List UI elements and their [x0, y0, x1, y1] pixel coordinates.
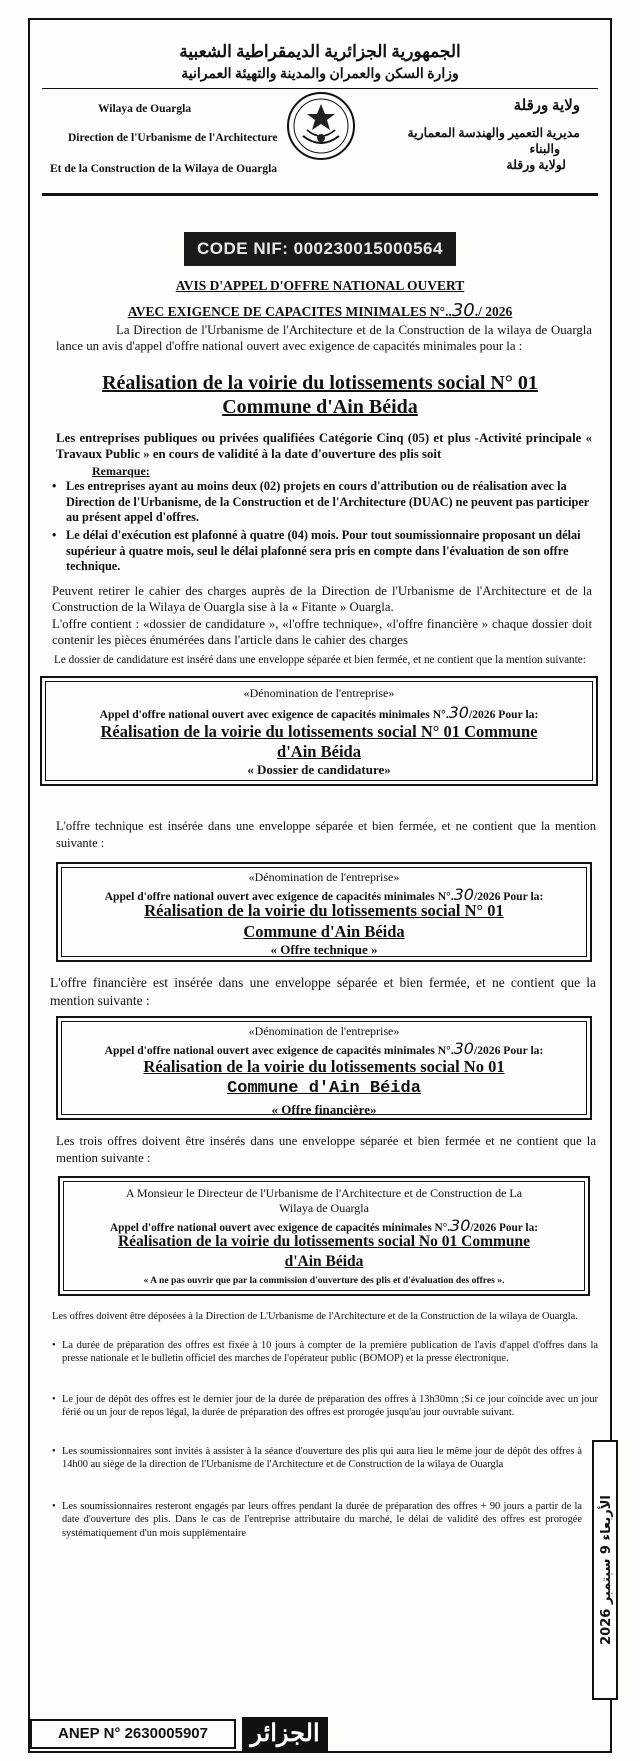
- condition-item-4: [52, 1500, 582, 1540]
- condition-item-3: [52, 1445, 582, 1472]
- remarque-text-2: Le délai d'exécution est plafonné à quatre (04) mois. Pour tout soumissionnaire proposant un délai supérieur à quatre mois, seul le délai plafonné sera pris en compte dans l'évaluation de son offre technique.: [66, 528, 581, 573]
- box4-warning: « A ne pas ouvrir que par la commission d'ouverture des plis et d'évaluation des offres ».: [143, 1275, 505, 1286]
- box3-project2: Commune d'Ain Béida: [227, 1079, 421, 1098]
- header-construction-fr: Et de la Construction de la Wilaya de Ouargla: [50, 163, 278, 175]
- header-direction-ar: مديرية التعمير والهندسة المعمارية: [407, 126, 580, 140]
- box3-denomination: «Dénomination de l'entreprise»: [248, 1024, 400, 1038]
- project-title-line1: Réalisation de la voirie du lotissements social N° 01: [102, 372, 538, 394]
- box2-project1: Réalisation de la voirie du lotissements social N° 01: [144, 901, 504, 920]
- box4-project1: Réalisation de la voirie du lotissements social No 01 Commune: [117, 1233, 531, 1250]
- emblem-icon: [285, 90, 357, 162]
- bullet-icon: •: [52, 528, 57, 542]
- header-wilaya-fr: Wilaya de Ouargla: [98, 103, 192, 115]
- remarque-item-1: [52, 479, 592, 526]
- box1-number: 30: [448, 703, 469, 722]
- trois-offres-intro: Les trois offres doivent être insérés dans une enveloppe séparée et bien fermée et ne contient que la mention suivante :: [56, 1134, 596, 1165]
- box3-project1: Réalisation de la voirie du lotissements social No 01: [143, 1057, 505, 1076]
- box2-appel-text: Appel d'offre national ouvert avec exigence de capacités minimales N°.: [104, 890, 454, 903]
- dossier-intro: Le dossier de candidature est inséré dans une enveloppe séparée et bien fermée, et ne contient que la mention suivante:: [54, 654, 586, 666]
- avis-subtitle-suffix: ./ 2026: [474, 304, 513, 319]
- box3-label: « Offre financière»: [271, 1102, 377, 1117]
- box2-denomination: «Dénomination de l'entreprise»: [248, 870, 400, 884]
- box1-appel-suffix: /2026 Pour la:: [468, 708, 539, 721]
- technique-intro: L'offre technique est insérée dans une enveloppe séparée et bien fermée, et ne contient que la mention suivante :: [56, 819, 596, 850]
- header-divider: [42, 193, 598, 196]
- box-adresse-directeur: [58, 1176, 590, 1296]
- header-construction2-ar: لولاية ورقلة: [506, 158, 566, 172]
- box1-project1: Réalisation de la voirie du lotissements social N° 01 Commune: [100, 722, 538, 741]
- box2-number: 30: [453, 885, 474, 904]
- header-wilaya-ar: ولاية ورقلة: [513, 98, 580, 114]
- box4-address2: Wilaya de Ouargla: [279, 1201, 369, 1215]
- depot-paragraph: Les offres doivent être déposées à la Direction de L'Urbanisme de l'Architecture et de la Construction de la wilaya de Ouargla.: [52, 1311, 578, 1322]
- box4-number: 30: [450, 1216, 471, 1235]
- bullet-icon: •: [52, 479, 57, 493]
- box3-appel-suffix: /2026 Pour la:: [473, 1044, 544, 1057]
- bullet-icon: •: [52, 1394, 56, 1405]
- header-rule: [42, 88, 598, 89]
- bullet-icon: •: [52, 1501, 56, 1512]
- bullet-icon: •: [52, 1340, 56, 1351]
- box3-appel: [58, 1039, 590, 1058]
- contenu-paragraph: L'offre contient : «dossier de candidature », «l'offre technique», «l'offre financière » chaque dossier doit contenir les pièces énumérées dans l'article dans le cahier des charges: [52, 617, 592, 647]
- avis-subtitle: [40, 300, 600, 321]
- header-direction-fr: Direction de l'Urbanisme de l'Architecture: [68, 132, 278, 144]
- box3-number: 30: [453, 1039, 474, 1058]
- condition-text-2: Le jour de dépôt des offres est le dernier jour de la durée de préparation des offres à 13h30mn ;Si ce jour coïncide avec un jour férié ou un jour de repos légal, la durée de préparation des offres est prorogée jusqu'au jour ouvrable suivant.: [62, 1394, 598, 1419]
- box3-appel-text: Appel d'offre national ouvert avec exigence de capacités minimales N°.: [104, 1044, 454, 1057]
- newspaper-logo: الجزائر: [242, 1717, 328, 1751]
- box2-appel-suffix: /2026 Pour la:: [473, 890, 544, 903]
- avis-subtitle-prefix: AVEC EXIGENCE DE CAPACITES MINIMALES N°..: [127, 304, 452, 319]
- anep-number: ANEP N° 2630005907: [30, 1719, 236, 1749]
- financiere-intro: L'offre financière est insérée dans une enveloppe séparée et bien fermée, et ne contient que la mention suivante :: [50, 975, 596, 1008]
- header-ministry-ar: وزارة السكن والعمران والمدينة والتهيئة العمرانية: [181, 67, 459, 82]
- intro-paragraph: La Direction de l'Urbanisme de l'Architecture et de la Construction de la wilaya de Ouargla lance un avis d'appel d'offre national ouvert avec exigence de capacités minimales pour la :: [56, 323, 592, 353]
- box2-label: « Offre technique »: [270, 942, 378, 957]
- box4-appel-suffix: /2026 Pour la:: [470, 1222, 538, 1234]
- remarque-item-2: [52, 528, 592, 575]
- bullet-icon: •: [52, 1446, 56, 1457]
- code-nif-banner: CODE NIF: 000230015000564: [184, 232, 456, 266]
- box1-project2: d'Ain Béida: [277, 742, 361, 761]
- box2-project2: Commune d'Ain Béida: [243, 922, 405, 941]
- condition-item-2: [52, 1393, 598, 1420]
- condition-text-1: La durée de préparation des offres est fixée à 10 jours à compter de la première publication de l'avis d'appel d'offres dans la presse nationale et le bulletin officiel des marches de l'opérateur public (BOMOP) et la presse électronique.: [62, 1340, 598, 1365]
- avis-title: AVIS D'APPEL D'OFFRE NATIONAL OUVERT: [175, 278, 465, 293]
- box4-project2: d'Ain Béida: [284, 1253, 364, 1270]
- remarque-text-1: Les entreprises ayant au moins deux (02) projets en cours d'attribution ou de réalisation avec la Direction de l'Urbanisme, de la Construction et de l'Architecture (DUAC) ne peuvent pas participer au présent appel d'offres.: [66, 479, 590, 524]
- cahier-paragraph: Peuvent retirer le cahier des charges auprès de la Direction de l'Urbanisme de l'Architecture et de la Construction de la Wilaya de Ouargla sise à la « Fitante » Ouargla.: [52, 584, 592, 614]
- box1-denomination: «Dénomination de l'entreprise»: [243, 686, 395, 700]
- condition-text-3: Les soumissionnaires sont invités à assister à la séance d'ouverture des plis qui aura lieu le même jour de dépôt des offres à 14h00 au siège de la direction de l'Urbanisme de l'Architecture et de Construction de la wilaya de Ouargla: [62, 1446, 582, 1471]
- header-construction-ar: والبناء: [529, 142, 560, 156]
- publication-date: الأربعاء 9 سبتمبر 2026: [592, 1440, 618, 1700]
- box-offre-technique: [56, 862, 592, 962]
- project-title-line2: Commune d'Ain Béida: [222, 396, 418, 418]
- header-republic-ar: الجمهورية الجزائرية الديمقراطية الشعبية: [179, 42, 461, 61]
- avis-number: 30: [451, 300, 475, 321]
- box4-address1: A Monsieur le Directeur de l'Urbanisme de l'Architecture et de Construction de La: [125, 1186, 523, 1200]
- remarque-label: Remarque:: [92, 464, 150, 478]
- box-dossier-candidature: [40, 676, 598, 786]
- box-offre-financiere: [56, 1016, 592, 1120]
- condition-item-1: [52, 1339, 598, 1366]
- eligibility-paragraph: Les entreprises publiques ou privées qualifiées Catégorie Cinq (05) et plus -Activité principale « Travaux Public » en cours de validité à la date d'ouverture des plis soit: [56, 431, 592, 461]
- condition-text-4: Les soumissionnaires resteront engagés par leurs offres pendant la durée de préparation des offres + 90 jours a partir de la date d'ouverture des plis. Dans le cas de l'entreprise attributaire du marché, le délai de validité des offres est prorogée systématiquement d'un mois supplémentaire: [62, 1501, 582, 1539]
- box1-appel: [42, 703, 596, 722]
- box1-label: « Dossier de candidature»: [247, 762, 391, 777]
- box1-appel-text: Appel d'offre national ouvert avec exigence de capacités minimales N°.: [99, 708, 449, 721]
- box4-appel-text: Appel d'offre national ouvert avec exigence de capacités minimales N°.: [110, 1222, 451, 1234]
